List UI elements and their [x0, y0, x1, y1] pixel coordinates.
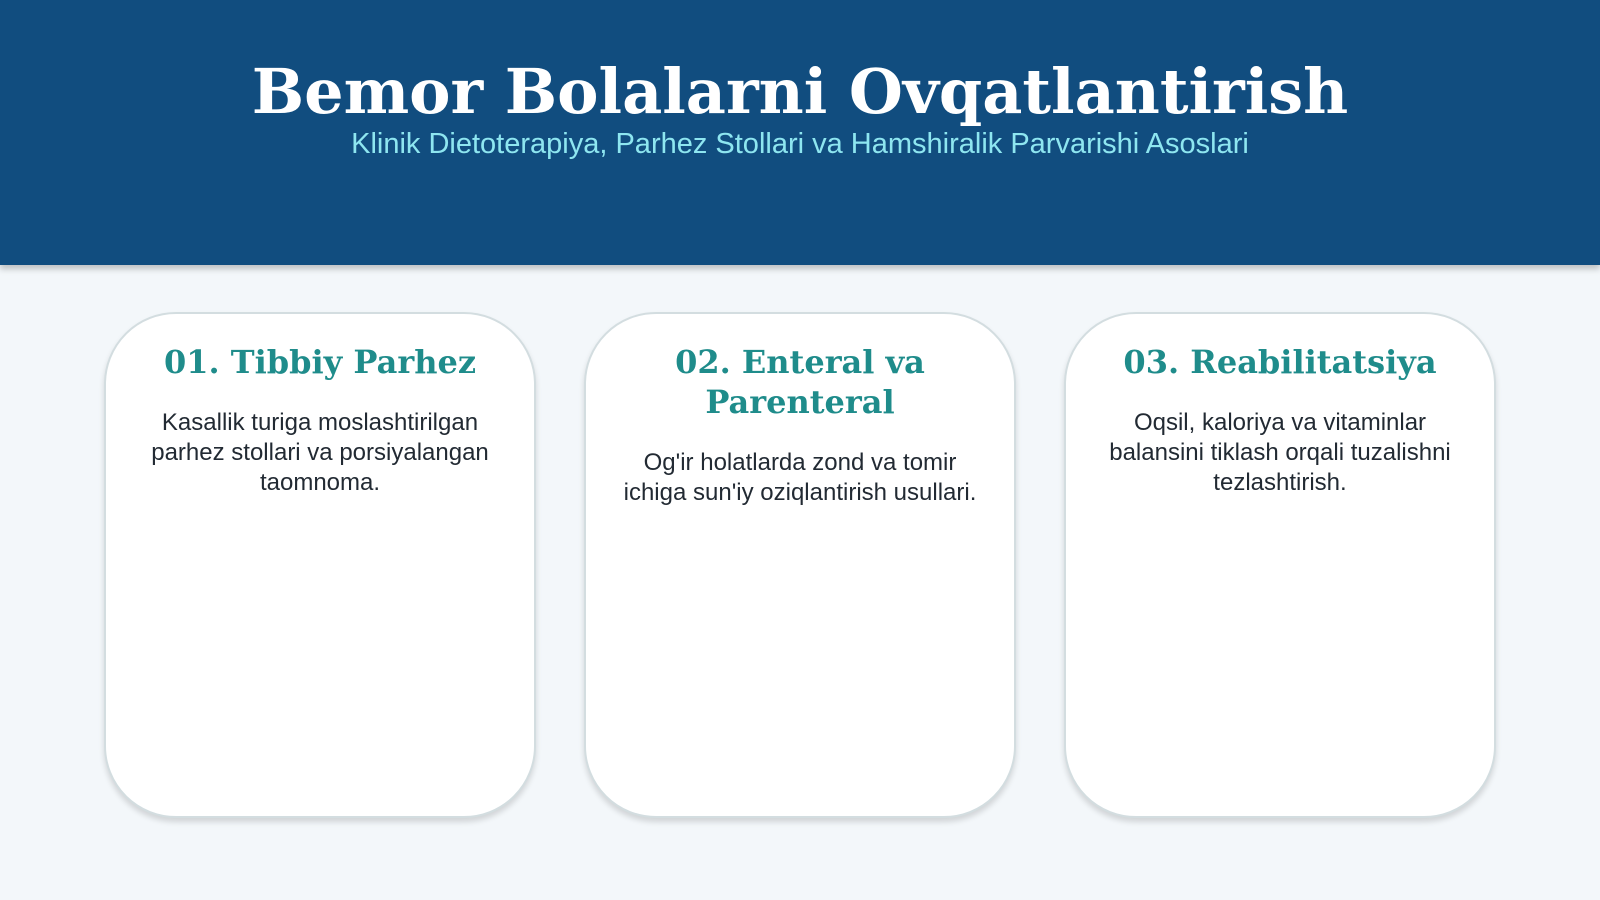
card-title: 02. Enteral va Parenteral [675, 343, 925, 421]
page-subtitle: Klinik Dietoterapiya, Parhez Stollari va Hamshiralik Parvarishi Asoslari [351, 128, 1249, 160]
card-tibbiy-parhez [104, 312, 536, 818]
card-enteral-parenteral [584, 312, 1016, 818]
card-title: 01. Tibbiy Parhez [163, 343, 476, 381]
card-title: 03. Reabilitatsiya [1123, 343, 1437, 381]
page-title: Bemor Bolalarni Ovqatlantirish [251, 55, 1349, 128]
card-text: Oqsil, kaloriya va vitaminlar balansini tiklash orqali tuzalishni tezlashtirish. [1109, 409, 1451, 496]
card-text: Kasallik turiga moslashtirilgan parhez stollari va porsiyalangan taomnoma. [151, 409, 489, 496]
card-text: Og'ir holatlarda zond va tomir ichiga sun'iy oziqlantirish usullari. [623, 449, 977, 506]
header-banner [0, 0, 1600, 265]
card-reabilitatsiya [1064, 312, 1496, 818]
